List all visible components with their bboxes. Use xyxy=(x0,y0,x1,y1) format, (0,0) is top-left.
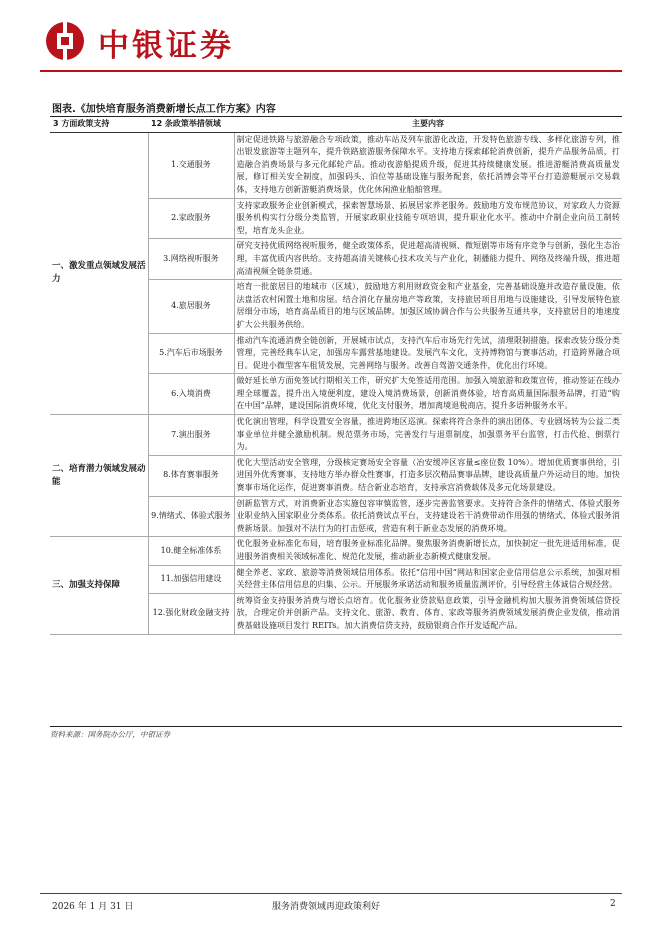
policy-cell: 7.演出服务 xyxy=(148,415,234,456)
policy-cell: 11.加强信用建设 xyxy=(148,565,234,593)
header-cell: 3 方面政策支持 xyxy=(50,117,148,132)
content-cell: 培育一批旅居目的地城市（区域），鼓励地方利用财政资金和产业基金，完善基础设施并改造存量设施，依法盘活农村闲置土地和房屋。结合消化存量房地产等政策，支持旅居项目用地与设施建设，引导发展特色旅居细分市场，培育高品质目的地与区域品牌。加强区域协调合作与公共服务互通共享，支持旅居目的地速度扩大公共服务供给。 xyxy=(234,280,622,333)
category-cell: 二、培育潜力领域发展动能 xyxy=(50,415,148,537)
content-cell: 制定促进铁路与旅游融合专项政策，推动车站及列车旅游化改造，开发特色旅游专线、多样化旅游专列，推出银发旅游等主题列车，提升铁路旅游服务保障水平。支持地方探索邮轮消费创新，提升产品服务品质，打造融合消费场景与多元化邮轮产品。推动夜游船提质升级，促进其持续健康发展。推进游艇消费高质量发展，修订相关安全制度，加强码头、泊位等基础设施与服务配套，依托消博会等平台打造游艇展示交易载体，支持地方创新游艇消费场景，优化休闲渔业船舶管理。 xyxy=(234,132,622,198)
category-cell: 一、激发重点领域发展活力 xyxy=(50,132,148,414)
policy-cell: 4.旅居服务 xyxy=(148,280,234,333)
policy-cell: 9.情绪式、体验式服务 xyxy=(148,496,234,537)
table-row xyxy=(50,537,622,565)
table-bottom-rule xyxy=(50,726,622,727)
policy-table xyxy=(50,117,622,635)
content-cell: 创新监管方式，对消费新业态实施包容审慎监管，逐步完善监管要求。支持符合条件的情绪式、体验式服务业职业纳入国家职业分类体系。依托消费试点平台，支持建设若干消费带动作用强的情绪式、体验式服务消费新场景。加强对不法行为的打击惩戒，营造有利于新业态发展的消费环境。 xyxy=(234,496,622,537)
header-cell: 主要内容 xyxy=(234,117,622,132)
policy-cell: 2.家政服务 xyxy=(148,198,234,239)
policy-cell: 12.强化财政金融支持 xyxy=(148,593,234,634)
footer-date: 2026 年 1 月 31 日 xyxy=(52,902,134,912)
boc-logo-icon xyxy=(46,22,84,60)
policy-cell: 3.网络视听服务 xyxy=(148,239,234,280)
content-cell: 研究支持优质网络视听服务，健全政策体系，促进超高清视频、微短剧等市场有序竞争与创新，强化生态治理，丰富优质内容供给。支持超高清关键核心技术攻关与产业化，制播能力提升、网络及终端升级，推进超高清视频全链条贯通。 xyxy=(234,239,622,280)
content-cell: 优化服务业标准化布局，培育服务业标准化品牌。聚焦服务消费新增长点，加快制定一批先进适用标准，促进服务消费相关领域标准化、规范化发展，推动新业态新模式健康发展。 xyxy=(234,537,622,565)
content-cell: 统筹资金支持服务消费与增长点培育。优化服务业贷款贴息政策，引导金融机构加大服务消费领域信贷投放，合理定价并创新产品。支持文化、旅游、教育、体育、家政等服务消费领域发展消费企业发债，推动消费基础设施项目发行 REITs。加大消费信贷支持，鼓励银商合作开发适配产品。 xyxy=(234,593,622,634)
footer-divider xyxy=(40,893,622,894)
policy-cell: 1.交通服务 xyxy=(148,132,234,198)
policy-cell: 10.健全标准体系 xyxy=(148,537,234,565)
content-cell: 优化演出管理，科学设置安全容量，推进跨地区巡演。探索将符合条件的演出团体、专业剧场转为公益二类事业单位并健全激励机制。规范票务市场，完善发行与退票制度，加强票务平台监管，打击代抢、倒票行为。 xyxy=(234,415,622,456)
footer-title: 服务消费领域再迎政策利好 xyxy=(272,902,381,912)
brand-name: 中银证券 xyxy=(98,28,234,64)
source-note: 资料来源：国务院办公厅，中银证券 xyxy=(50,730,170,739)
content-cell: 支持家政服务企业创新模式，探索智慧场景、拓展居家养老服务。鼓励地方发布规范协议，对家政人力资源服务机构实行分级分类监管，开展家政职业技能专项培训，提升职业化水平。推动中介制企业向员工制转型，培育龙头企业。 xyxy=(234,198,622,239)
header-divider xyxy=(40,70,622,72)
table-header-row xyxy=(50,117,622,132)
content-cell: 健全养老、家政、旅游等消费领域信用体系。依托“信用中国”网站和国家企业信用信息公示系统，加强对相关经营主体信用信息的归集、公示。开展服务承诺活动和服务质量监测评价，引导经营主体诚信合规经营。 xyxy=(234,565,622,593)
table-row xyxy=(50,415,622,456)
policy-cell: 5.汽车后市场服务 xyxy=(148,333,234,374)
policy-cell: 6.入境消费 xyxy=(148,374,234,415)
report-header xyxy=(40,18,620,64)
content-cell: 推动汽车流通消费全链创新，开展城市试点，支持汽车后市场先行先试，清理限制措施。探索改装分级分类管理，完善经典车认定，加强房车露营基地建设。发展汽车文化，支持博物馆与赛事活动，打造跨界融合项目。促进小微型客车租赁发展，完善网络与服务。改善自驾游交通条件，优化出行环境。 xyxy=(234,333,622,374)
content-cell: 做好延长单方面免签试行期相关工作，研究扩大免签适用范围。加强入境旅游和政策宣传，推动签证在线办理全球覆盖，提升出入境便利度，建设入境消费场景，创新消费体验，培育高质量国际服务品牌，打造“购在中国”品牌，建设国际消费环境，优化支付服务，增加离境退税商店，提升多语种服务水平。 xyxy=(234,374,622,415)
figure-title: 图表.《加快培育服务消费新增长点工作方案》内容 xyxy=(52,104,276,115)
category-cell: 三、加强支持保障 xyxy=(50,537,148,634)
content-cell: 优化大型活动安全管理，分级核定赛场安全容量（冶安缓冲区容量≤座位数 10%）。增加优质赛事供给，引进国外优秀赛事，支持地方举办群众性赛事，打造多层次精品赛事品牌，建设高质量户外运动目的地。加快赛事市场化运作，促进赛事消费。结合新业态培育，支持承宫消费载体及多元化场景建设。 xyxy=(234,455,622,496)
table-row xyxy=(50,132,622,198)
page-number: 2 xyxy=(610,899,616,909)
policy-cell: 8.体育赛事服务 xyxy=(148,455,234,496)
header-cell: 12 条政策举措领域 xyxy=(148,117,234,132)
